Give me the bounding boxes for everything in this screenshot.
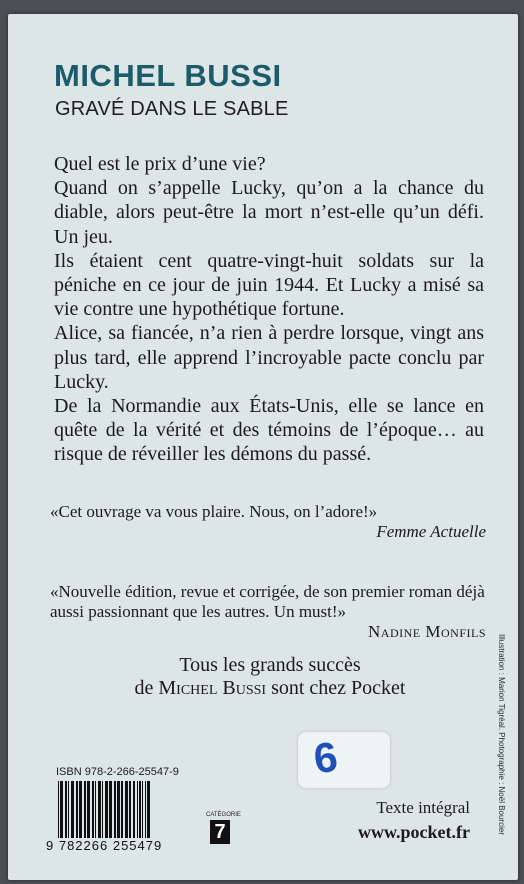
photo-credit: Illustration : Marion Tigréal. Photographie : Noël Bourcier <box>497 634 506 835</box>
book-title: GRAVÉ DANS LE SABLE <box>55 98 289 120</box>
promo-prefix: de <box>134 677 159 699</box>
quote-source: Nadine Monfils <box>368 622 486 641</box>
ean-digits: 9 782266 255479 <box>46 838 163 853</box>
publisher-promo <box>48 654 492 700</box>
quote-text: «Nouvelle édition, revue et corrigée, de son premier roman déjà aussi passionnant que les autres. Un must!» <box>50 582 485 621</box>
promo-line <box>48 677 492 700</box>
press-quote <box>50 502 486 542</box>
blurb-paragraph: Quand on s’appelle Lucky, qu’on a la chance du diable, alors peut-être la mort n’est-elle qu’un défi. Un jeu. <box>54 177 484 248</box>
blurb <box>54 152 484 467</box>
publisher-website: www.pocket.fr <box>358 822 470 842</box>
back-cover <box>8 14 518 880</box>
blurb-paragraph: De la Normandie aux États-Unis, elle se lance en quête de la vérité et des témoins de l’époque… au risque de réveiller les démons du passé. <box>54 395 484 466</box>
price-sticker <box>298 732 390 788</box>
category-number: 7 <box>210 820 230 844</box>
press-quote <box>50 582 486 642</box>
author-name: MICHEL BUSSI <box>54 58 282 93</box>
handwritten-mark: 6 <box>310 732 341 783</box>
isbn-number: ISBN 978-2-266-25547-9 <box>56 766 179 778</box>
quote-text: «Cet ouvrage va vous plaire. Nous, on l’adore!» <box>50 502 378 521</box>
category-badge <box>206 812 241 848</box>
promo-author: Michel Bussi <box>158 677 267 699</box>
texte-integral: Texte intégral <box>376 798 470 817</box>
promo-line: Tous les grands succès <box>179 654 361 676</box>
blurb-paragraph: Ils étaient cent quatre-vingt-huit soldats sur la péniche en ce jour de juin 1944. Et Lucky a misé sa vie contre une hypothétique fortune. <box>54 249 484 321</box>
blurb-paragraph: Quel est le prix d’une vie? <box>54 153 266 175</box>
blurb-paragraph: Alice, sa fiancée, n’a rien à perdre lorsque, vingt ans plus tard, elle apprend l’incroyable pacte conclu par Lucky. <box>54 322 484 393</box>
promo-suffix: sont chez Pocket <box>266 677 406 699</box>
quote-source: Femme Actuelle <box>376 522 486 541</box>
category-label: CATÉGORIE <box>206 812 241 818</box>
